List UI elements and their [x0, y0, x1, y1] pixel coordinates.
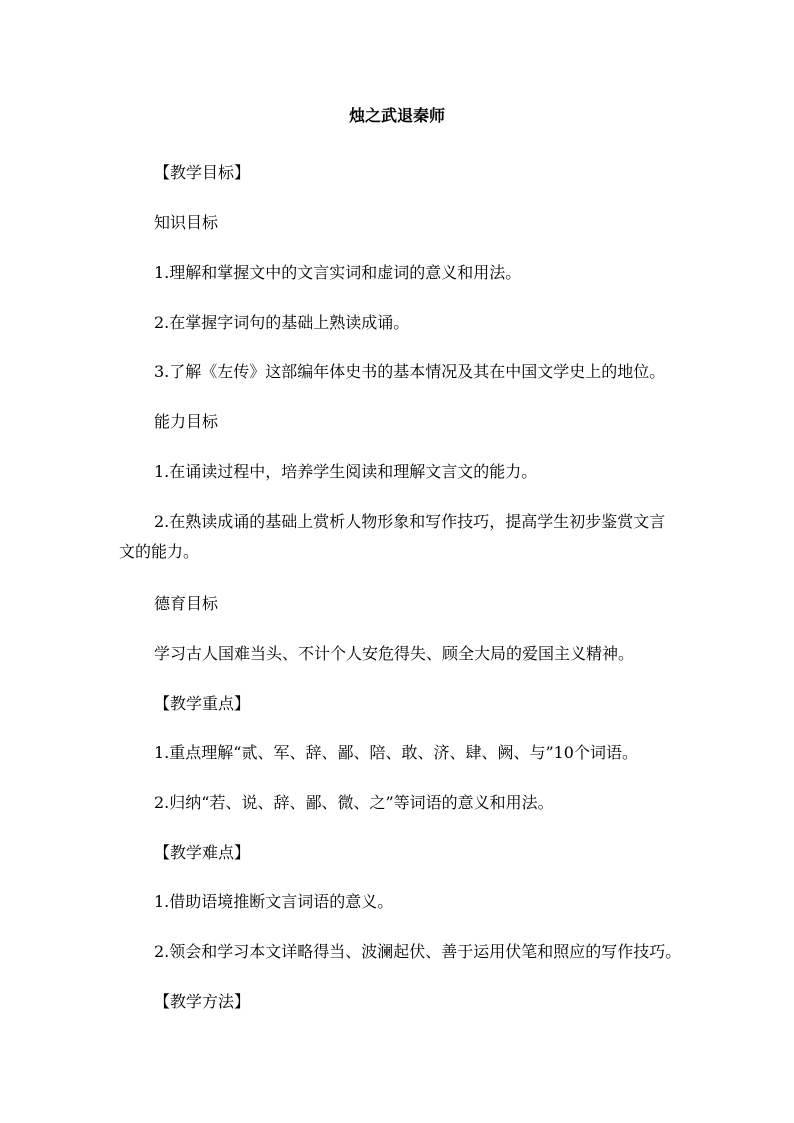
moral-goal-item: 学习古人国难当头、不计个人安危得失、顾全大局的爱国主义精神。: [154, 644, 635, 663]
section-heading-difficulty: 【教学难点】: [154, 843, 251, 862]
ability-goal-item: 1.在诵读过程中，培养学生阅读和理解文言文的能力。: [154, 462, 538, 481]
section-heading-focus: 【教学重点】: [154, 694, 251, 713]
document-title: 烛之武退秦师: [348, 106, 445, 125]
ability-goals-label: 能力目标: [154, 412, 219, 431]
section-heading-goals: 【教学目标】: [154, 163, 251, 182]
focus-item: 1.重点理解“贰、军、辞、鄙、陪、敢、济、肆、阙、与”10个词语。: [154, 743, 638, 762]
section-heading-method: 【教学方法】: [154, 992, 251, 1011]
moral-goals-label: 德育目标: [154, 594, 219, 613]
knowledge-goal-item: 3.了解《左传》这部编年体史书的基本情况及其在中国文学史上的地位。: [154, 362, 666, 381]
focus-item: 2.归纳“若、说、辞、鄙、微、之”等词语的意义和用法。: [154, 793, 554, 812]
knowledge-goal-item: 1.理解和掌握文中的文言实词和虚词的意义和用法。: [154, 263, 522, 282]
knowledge-goal-item: 2.在掌握字词句的基础上熟读成诵。: [154, 313, 410, 332]
ability-goal-item: 2.在熟读成诵的基础上赏析人物形象和写作技巧，提高学生初步鉴赏文言文的能力。: [119, 512, 666, 561]
difficulty-item: 2.领会和学习本文详略得当、波澜起伏、善于运用伏笔和照应的写作技巧。: [154, 942, 682, 961]
difficulty-item: 1.借助语境推断文言词语的意义。: [154, 892, 394, 911]
knowledge-goals-label: 知识目标: [154, 213, 219, 232]
